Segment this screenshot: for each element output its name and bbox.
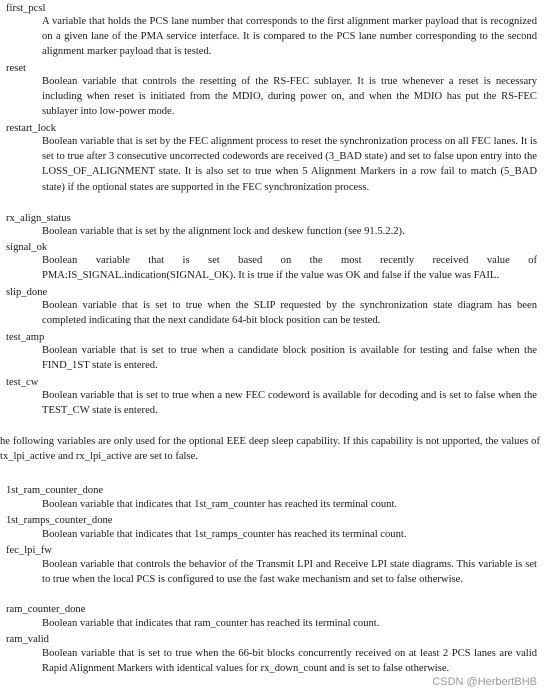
definition-restart-lock: Boolean variable that is set by the FEC alignment process to reset the synchronization process on all FEC lanes. It is set to true after 3 consecutive uncorrected codewords are received (3_BAD state) and set to false upon entry into the LOSS_OF_ALIGNMENT state. It is also set to true when 5 Alignment Markers in a row fail to match (5_BAD state) if the optional states are supported in the FEC synchronization process. [42,136,537,193]
term-reset: reset [6,63,26,74]
definition-slip-done: Boolean variable that is set to true when the SLIP requested by the synchronization state diagram has been completed indicating that the next candidate 64-bit block position can be tested. [42,300,537,327]
term-1st-ram-counter-done: 1st_ram_counter_done [6,485,104,496]
term-restart-lock: restart_lock [6,123,57,134]
eee-intro-paragraph: he following variables are only used for the optional EEE deep sleep capability. If this capability is not upported, the values of tx_lpi_active and rx_lpi_active are set to false. [0,436,540,463]
term-1st-ramps-counter-done: 1st_ramps_counter_done [6,515,113,526]
definition-1st-ramps-counter-done: Boolean variable that indicates that 1st_ramps_counter has reached its terminal count. [42,529,407,540]
csdn-watermark: CSDN @HerbertBHB [432,676,537,688]
term-slip-done: slip_done [6,287,48,298]
definition-first-pcsl: A variable that holds the PCS lane number that corresponds to the first alignment marker payload that is recognized on a given lane of the PMA service interface. It is compared to the PCS lane number corresponding to the second alignment marker payload that is tested. [42,16,537,58]
term-first-pcsl: first_pcsl [6,3,46,14]
definition-1st-ram-counter-done: Boolean variable that indicates that 1st_ram_counter has reached its terminal count. [42,499,398,510]
term-ram-valid: ram_valid [6,634,49,645]
definition-test-amp: Boolean variable that is set to true when a candidate block position is available for testing and false when the FIND_1ST state is entered. [42,345,537,372]
term-signal-ok: signal_ok [6,242,48,253]
term-ram-counter-done: ram_counter_done [6,604,86,615]
definition-reset: Boolean variable that controls the resetting of the RS-FEC sublayer. It is true whenever a reset is necessary including when reset is initiated from the MDIO, during power on, and when the MDIO has put the RS-FEC sublayer into low-power mode. [42,76,537,118]
term-fec-lpi-fw: fec_lpi_fw [6,545,52,556]
definition-rx-align-status: Boolean variable that is set by the alignment lock and deskew function (see 91.5.2.2). [42,226,405,237]
definition-fec-lpi-fw: Boolean variable that controls the behavior of the Transmit LPI and Receive LPI state diagrams. This variable is set to true when the local PCS is configured to use the fast wake mechanism and set to false otherwise. [42,559,537,586]
definition-ram-valid: Boolean variable that is set to true when the 66-bit blocks concurrently received on at least 2 PCS lanes are valid Rapid Alignment Markers with identical values for rx_down_count and is set to false otherwise. [42,648,537,675]
definition-ram-counter-done: Boolean variable that indicates that ram_counter has reached its terminal count. [42,618,380,629]
definition-signal-ok: Boolean variable that is set based on the most recently received value of PMA:IS_SIGNAL.indication(SIGNAL_OK). It is true if the value was OK and false if the value was FAIL. [42,255,537,282]
definition-test-cw: Boolean variable that is set to true when a new FEC codeword is available for decoding and is set to false when the TEST_CW state is entered. [42,390,537,417]
term-test-cw: test_cw [6,377,39,388]
term-test-amp: test_amp [6,332,45,343]
term-rx-align-status: rx_align_status [6,213,71,224]
